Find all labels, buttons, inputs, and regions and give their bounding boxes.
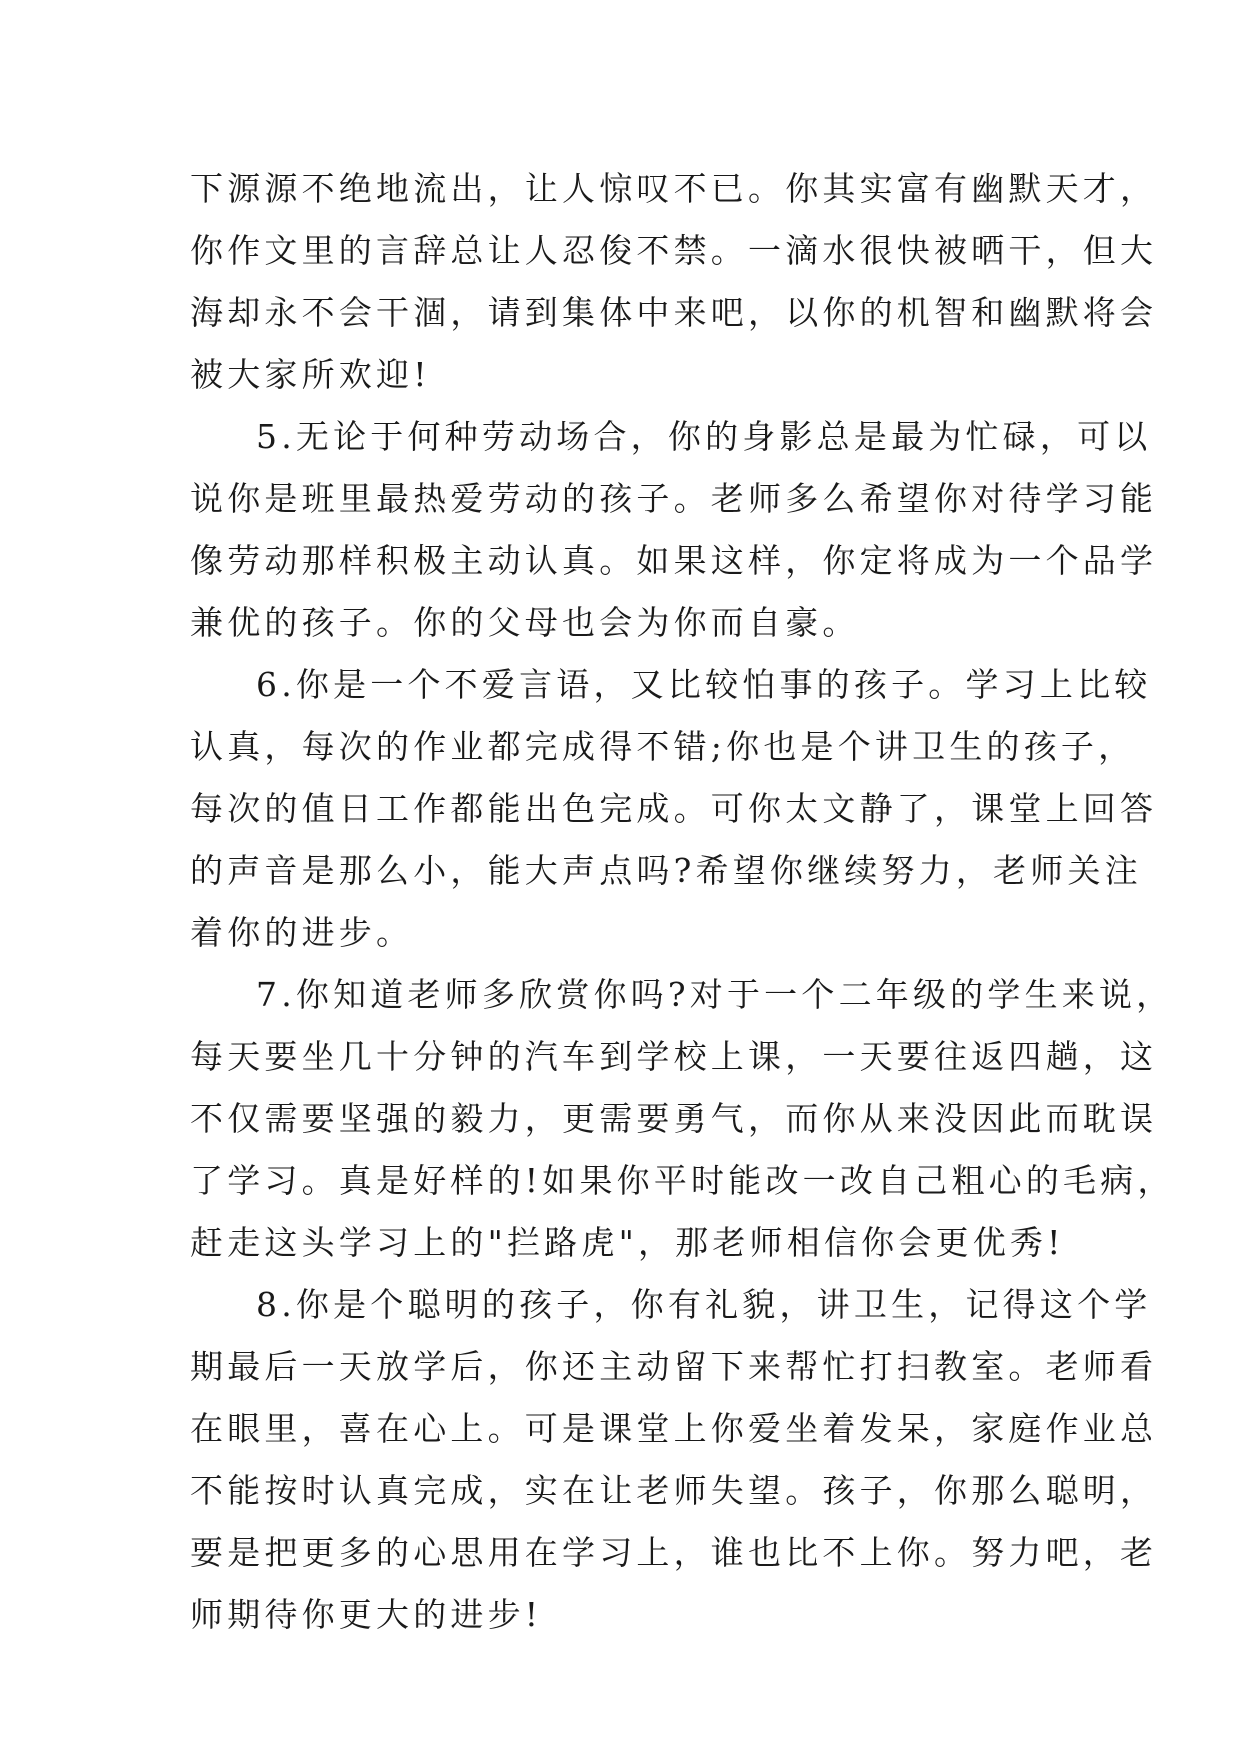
paragraph-first-line: 7.你知道老师多欣赏你吗?对于一个二年级的学生来说， [256, 975, 1174, 1014]
text-line: 期最后一天放学后，你还主动留下来帮忙打扫教室。老师看 [190, 1347, 1158, 1386]
text-line: 的声音是那么小，能大声点吗?希望你继续努力，老师关注 [190, 851, 1142, 890]
paragraph-first-line: 5.无论于何种劳动场合，你的身影总是最为忙碌，可以 [256, 417, 1152, 456]
text-line: 认真，每次的作业都完成得不错;你也是个讲卫生的孩子， [190, 727, 1136, 766]
text-line: 说你是班里最热爱劳动的孩子。老师多么希望你对待学习能 [190, 479, 1158, 518]
text-line: 要是把更多的心思用在学习上，谁也比不上你。努力吧，老 [190, 1533, 1158, 1572]
text-line: 在眼里，喜在心上。可是课堂上你爱坐着发呆，家庭作业总 [190, 1409, 1158, 1448]
text-line: 被大家所欢迎! [190, 355, 431, 394]
text-line: 了学习。真是好样的!如果你平时能改一改自己粗心的毛病， [190, 1161, 1175, 1200]
text-line: 每天要坐几十分钟的汽车到学校上课，一天要往返四趟，这 [190, 1037, 1158, 1076]
text-line: 着你的进步。 [190, 913, 414, 952]
text-line: 不能按时认真完成，实在让老师失望。孩子，你那么聪明， [190, 1471, 1158, 1510]
text-line: 海却永不会干涸，请到集体中来吧，以你的机智和幽默将会 [190, 293, 1158, 332]
body-text [190, 158, 1175, 1646]
text-line: 师期待你更大的进步! [190, 1595, 543, 1634]
text-line: 不仅需要坚强的毅力，更需要勇气，而你从来没因此而耽误 [190, 1099, 1158, 1138]
text-line: 像劳动那样积极主动认真。如果这样，你定将成为一个品学 [190, 541, 1158, 580]
text-line: 赶走这头学习上的"拦路虎"，那老师相信你会更优秀! [190, 1223, 1065, 1262]
text-line: 下源源不绝地流出，让人惊叹不已。你其实富有幽默天才， [190, 169, 1158, 208]
text-line: 兼优的孩子。你的父母也会为你而自豪。 [190, 603, 860, 642]
paragraph-first-line: 8.你是个聪明的孩子，你有礼貌，讲卫生，记得这个学 [256, 1285, 1152, 1324]
text-line: 每次的值日工作都能出色完成。可你太文静了，课堂上回答 [190, 789, 1158, 828]
text-line: 你作文里的言辞总让人忍俊不禁。一滴水很快被晒干，但大 [190, 231, 1158, 270]
paragraph-first-line: 6.你是一个不爱言语，又比较怕事的孩子。学习上比较 [256, 665, 1152, 704]
